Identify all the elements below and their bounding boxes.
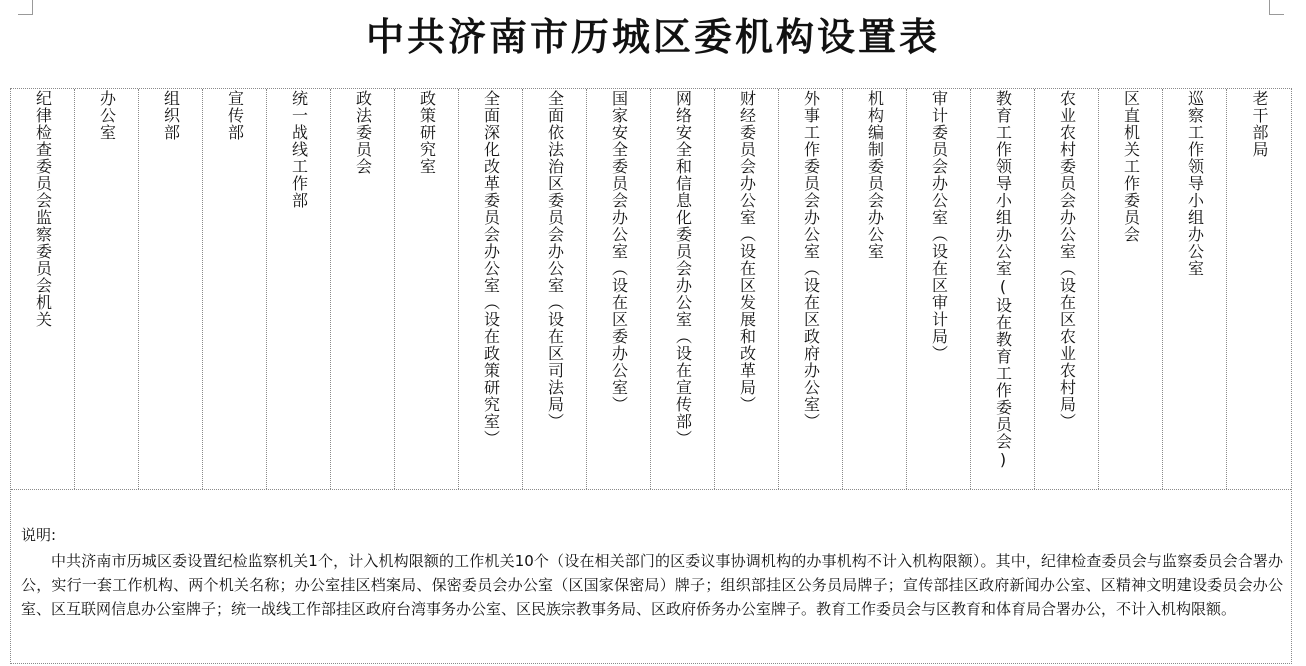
column-district-organs-committee [1099, 89, 1163, 489]
column-education-leading-group-office [971, 89, 1035, 489]
column-label: 组织部 [161, 90, 181, 141]
column-staffing-committee-office [843, 89, 907, 489]
column-discipline-inspection [11, 89, 75, 489]
column-political-legal-committee [331, 89, 395, 489]
column-audit-committee-office [907, 89, 971, 489]
column-label: 纪律检查委员会监察委员会机关 [33, 90, 53, 328]
column-label: 机构编制委员会办公室 [865, 90, 885, 260]
notes-section [21, 523, 1283, 621]
column-label: 区直机关工作委员会 [1121, 90, 1141, 243]
org-table [10, 88, 1292, 664]
column-label: 老干部局 [1250, 90, 1269, 158]
column-label: 国家安全委员会办公室（设在区委办公室） [609, 90, 629, 413]
column-general-office [75, 89, 139, 489]
column-label: 宣传部 [225, 90, 245, 141]
column-label: 统一战线工作部 [289, 90, 309, 209]
column-label: 全面依法治区委员会办公室（设在区司法局） [545, 90, 565, 430]
column-foreign-affairs-office [779, 89, 843, 489]
column-label: 财经委员会办公室（设在区发展和改革局） [737, 90, 757, 413]
column-label: 审计委员会办公室（设在区审计局） [929, 90, 949, 362]
column-label: 巡察工作领导小组办公室 [1185, 90, 1205, 277]
notes-label: 说明: [21, 526, 57, 544]
column-label: 全面深化改革委员会办公室（设在政策研究室） [481, 90, 501, 447]
column-label: 外事工作委员会办公室（设在区政府办公室） [801, 90, 821, 430]
column-publicity-dept [203, 89, 267, 489]
org-columns [11, 89, 1291, 490]
column-reform-committee-office [459, 89, 523, 489]
notes-body: 中共济南市历城区委设置纪检监察机关1个，计入机构限额的工作机关10个（设在相关部门的区委议事协调机构的办事机构不计入机构限额）。其中，纪律检查委员会与监察委员会合署办公，实行一套工作机构、两个机关名称；办公室挂区档案局、保密委员会办公室（区国家保密局）牌子；组织部挂区公务员局牌子；宣传部挂区政府新闻办公室、区精神文明建设委员会办公室、区互联网信息办公室牌子；统一战线工作部挂区政府台湾事务办公室、区民族宗教事务局、区政府侨务办公室牌子。教育工作委员会与区教育和体育局合署办公，不计入机构限额。 [21, 552, 1283, 618]
column-label: 政策研究室 [417, 90, 437, 175]
column-label: 教育工作领导小组办公室(设在教育工作委员会) [993, 90, 1013, 470]
column-agriculture-committee-office [1035, 89, 1099, 489]
column-finance-economics-office [715, 89, 779, 489]
column-veteran-cadres-bureau [1227, 89, 1291, 489]
column-inspection-leading-group-office [1163, 89, 1227, 489]
column-cyberspace-office [651, 89, 715, 489]
column-policy-research-office [395, 89, 459, 489]
column-rule-of-law-office [523, 89, 587, 489]
document-title: 中共济南市历城区委机构设置表 [365, 14, 940, 59]
column-label: 政法委员会 [353, 90, 373, 175]
column-label: 办公室 [97, 90, 117, 141]
column-label: 农业农村委员会办公室（设在区农业农村局） [1057, 90, 1077, 430]
column-national-security-office [587, 89, 651, 489]
column-united-front-dept [267, 89, 331, 489]
column-organization-dept [139, 89, 203, 489]
column-label: 网络安全和信息化委员会办公室（设在宣传部） [673, 90, 693, 447]
